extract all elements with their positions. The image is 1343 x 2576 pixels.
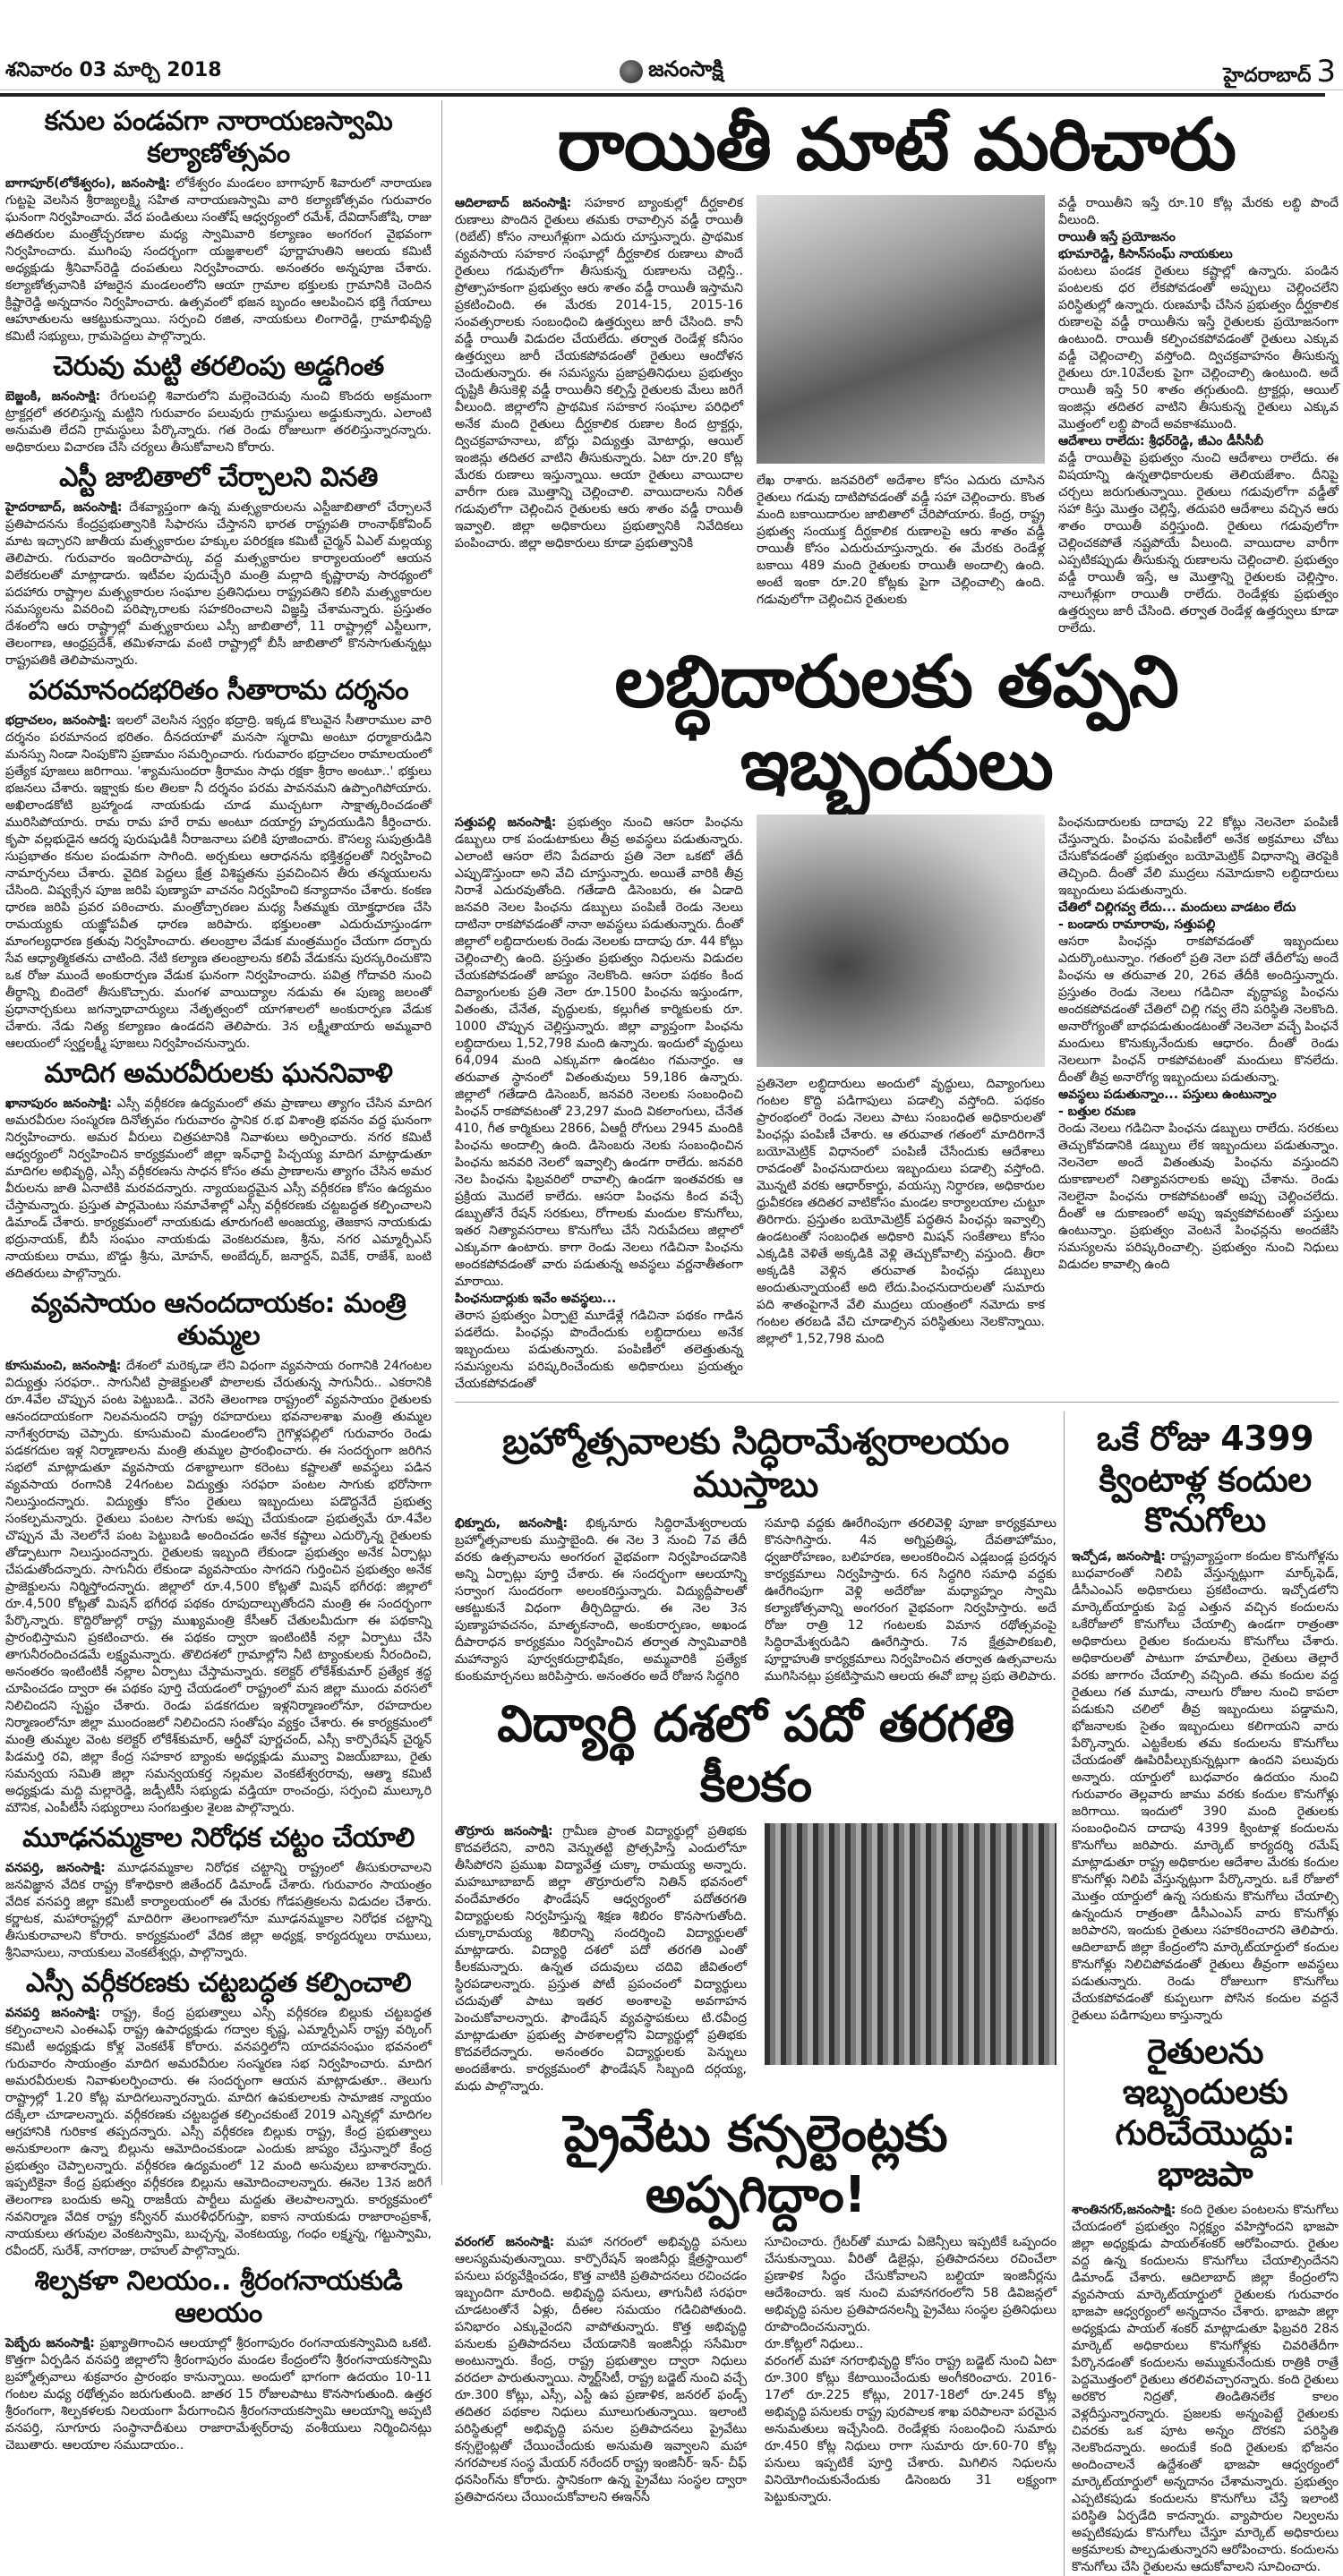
lead-body-col3	[1058, 195, 1339, 637]
article-text: కంది రైతుల పంటలను కొనుగోలు చేయడంలో ప్రభుత్వం నిర్లక్ష్యం వహిస్తోందని భాజపా జిల్లా అధ్యక్షుడు పాయల్‌శంకర్ ఆరోపించారు. రైతుల వద్ద ఉన్న కందులను కొనుగోలు చేయాల్సిందేనని డిమాండ్ చేశారు. ఆదిలాబాద్ జిల్లా కేంద్రంలోని వ్యవసాయ మార్కెట్‌యార్డులో రైతులకు గురువారం భాజపా ఆధ్వర్యంలో అన్నదానం చేశారు. భాజపా జిల్లా అధ్యక్షుడు పాయల్ శంకర్ మాట్లాడుతూ ఫిబ్రవరి 28న మార్కెట్ అధికారులు కొనుగోళ్లకు చివరితేదీగా పేర్కొనడంతో కందులను అమ్ముకునేందుకు రాత్రికి రాత్రే పెద్దమొత్తంలో రైతులు తరలివచ్చారన్నారు. కంది రైతులు అరకొర నిద్రతో, తిండితినలేక కాలం వెళ్లదీస్తున్నారన్నారు. ప్రజలకు అన్నంపెట్టే రైతులకు చివరకు ఒక పూట అన్నం దొరకని పరిస్థితి నెలకొందన్నారు. అందుకే కంది రైతులకు భోజనం అందించాలనే ఉద్దేశంతో భాజపా ఆధ్వర్యంలో మార్కెట్‌యార్డులో అన్నదానం చేశామన్నారు. ప్రభుత్వం ఎప్పటికపుడు కందులను కొనుగోలు చేస్తే ఇలాంటి పరిస్థితి ఏర్పడేది కాదన్నారు. వ్యాపారుల నిల్వలను అప్పటికపుడు కొనుగోలు చేస్తూ మార్కెట్ అధికారులు అక్రమాలకు పాల్పడుతున్నారని ఆరోపించారు. కందులను కొనుగోలు చేసి రైతులను ఆదుకోవాలని సూచించారు.	[1072, 2203, 1339, 2575]
subheading: ఆదేశాలు రాలేదు: శ్రీధర్‌రెడ్డి, జీఎం డీసీసీబీ	[1058, 434, 1264, 448]
lower-right-stories	[1064, 1412, 1339, 2576]
masthead-logo	[573, 55, 770, 88]
quote-source: భూమారెడ్డి, కిసాన్‌సంఘ్ నాయకులు	[1058, 247, 1233, 261]
lead-middle	[757, 195, 1045, 609]
dateline: కూసుమంచి, జనంసాక్షి:	[5, 1359, 122, 1373]
cooperative-bank-photo	[757, 195, 1045, 464]
consultants-body-col2	[765, 2234, 1056, 2506]
article-headline: చెరువు మట్టి తరలింపు అడ్డగింత	[53, 351, 384, 382]
dateline: శాంతినగర్,జనంసాక్షి:	[1072, 2203, 1176, 2218]
article-headline: మూఢనమ్మకాల నిరోధక చట్టం చేయాలి	[22, 1822, 415, 1854]
issue-date: శనివారం 03 మార్చి 2018	[5, 59, 222, 81]
dateline: ఆదిలాబాద్ జనంసాక్షి:	[455, 196, 572, 210]
article-body	[5, 1860, 432, 1962]
student-story	[455, 1823, 1056, 2095]
bjp-headline: రైతులను ఇబ్బందులకు గురిచేయొద్దు: భాజపా	[1115, 2031, 1296, 2194]
pension-middle	[757, 815, 1045, 1348]
lead-body-col2: లేఖ రాశారు. జనవరిలో అదేశాల కోసం ఎదురు చూసిన రైతులు గడువు దాటిపోవడంతో వడ్డీ సహా చెల్లించారు. కొంత మంది బకాయిదారుల జాబితాలో చేరిపోయారు. కేంద్ర, రాష్ట్ర ప్రభుత్వ సంయుక్త దీర్ఘకాలిక రుణాలపై ఆరు శాతం వడ్డీ రాయితీ కోసం ఎదురుచూస్తున్నారు. ఈ మేరకు రెండేళ్ల బకాయి 489 మంది రైతులకు రాయితీ అందాల్సి ఉంది. అంటే ఇంకా రూ.20 కోట్లకు పైగా చెల్లించాల్సి ఉంది. గడువులోగా చెల్లించిన రైతులకు	[757, 473, 1045, 607]
subheading: రూ.కోట్లలో నిధులు..	[765, 2336, 864, 2351]
article-text: తెరాస ప్రభుత్వం ఏర్పాటై మూడేళ్లే గడిచినా పథకం గాడిన పడలేదు. పింఛన్లు పొందేందుకు లబ్ధిదారులు అనేక ఇబ్బందులు పడుతున్నారు. పంపిణీలో తలెత్తుతున్న సమస్యలను పరిష్కరించేందుకు అధికారులు ప్రయత్నం చేయకపోవడంతో	[455, 1309, 743, 1391]
article-text: వడ్డీ రాయితీపై ప్రభుత్వం నుంచి ఆదేశాలు రాలేదు. ఈ విషయాన్ని ఉన్నతాధికారులకు తెలియజేశాం. దీనిపై చర్చలు జరుగుతున్నాయి. రైతులు గడువులోగా వడ్డీతో సహా కిస్తు మొత్తం చెల్లిస్తే, తదుపరి ఆదేశాలు వచ్చిన ఆరు శాతం రాయితీ వర్తిస్తుంది. రైతులు గడువులోగా చెల్లించకపోతే నష్టపోయే వీలుంది. వాయిదాల వారీగా ఎప్పటికప్పుడు తీసుకున్న రుణాలను చెల్లించాలి. ప్రభుత్వం వడ్డీ రాయితీ ఇస్తే, ఆ మొత్తాన్ని రైతులకు చెల్లిస్తాం. నాలుగేళ్లుగా రాయితీ రాలేదు. రెండేళ్లకు ప్రభుత్వం ఉత్తర్వులు జారీ చేసింది. తర్వాత రెండేళ్ల ఉత్తర్వులు కూడా రాలేదు.	[1058, 451, 1339, 635]
temple-body-col2: సమాధి వద్దకు ఊరేగింపుగా తరలివెళ్లి పూజా కార్యక్రమాలు కొనసాగిస్తారు. 4న అగ్నిప్రతిష్ఠ, దేవతాహోమం, ధ్వజారోహణం, బలిహరణ, అలంకరించిన ఎడ్లబండ్ల ప్రదర్శన కార్యక్రమాలు నిర్వహిస్తారు. 6న సిద్ధగిరి సమాధి వద్దకు ఊరేగింపుగా వెళ్లి అదేరోజు మధ్యాహ్నం స్వామి కల్యాణోత్సవాన్ని అంగరంగ వైభవంగా నిర్వహిస్తారు. అదే రోజు రాత్రి 12 గంటలకు విమాన రథోత్సవంపై సిద్ధిరామేశ్వరుడిని ఊరేగిస్తారు. 7న క్షేత్రపాలికబలి, పూర్ణాహుతి కార్యక్రమాలు నిర్వహించిన తర్వాత ఉత్సవాలను ముగిసినట్లు ప్రకటిస్తామని ఆలయ ఈవో బాల్ల ప్రభు తెలిపారు.	[765, 1516, 1056, 1684]
dateline: భిక్నూరు, జనంసాక్షి:	[455, 1516, 569, 1531]
dateline: ఖానాపురం జనంసాక్షి:	[5, 1096, 112, 1111]
edition-city: హైదరాబాద్	[1223, 64, 1312, 87]
section-divider	[455, 1402, 1339, 1403]
pension-story	[455, 815, 1339, 1393]
article-text: రేగులపల్లి శివారులోని మల్లెంచెరువు నుంచి కొందరు అక్రమంగా ట్రాక్టర్లలో తరలిస్తున్న మట్టిని గురువారం పలువురు గ్రామస్థులు అడ్డుకున్నారు. ఎలాంటి అనుమతి లేదని గ్రామస్థులు పేర్కొన్నారు. గత రెండు రోజులుగా తరలిస్తున్నారన్నారు. అధికారులు విచారణ చేసి చర్యలు తీసుకోవాలని కోరారు.	[5, 389, 432, 455]
article-headline: కనుల పండవగా నారాయణస్వామి కల్యాణోత్సవం	[44, 106, 393, 169]
dateline: సత్తుపల్లి జనంసాక్షి:	[455, 815, 557, 830]
article-text: మహా నగరంలో అభివృద్ధి పనులు ఆలస్యమవుతున్నాయి. కార్పొరేషన్ ఇంజినీర్లు క్షేత్రస్థాయిలో పనులు పర్యవేక్షించడం, కొత్త వాటికి ప్రతిపాదనలు రచించడం ఇబ్బందిగా మారింది. అభివృద్ధి పనులు, తాగునీటి సరఫరా చూడటంతోనే ఏళ్లు, దీఈల సమయం గడిచిపోతుంది. పనిభారం ఎక్కువైందని వాపోతున్నారు. కొత్త అభివృద్ధి పనులకు ప్రతిపాదనలు చేయడానికి ఇంజినీర్లు ససేమిరా అంటున్నారు. కేంద్ర, రాష్ట్ర ప్రభుత్వాల ద్వారా నిధులు వరదలా పారుతున్నాయి. స్మార్ట్‌సిటీ, రాష్ట్ర బడ్జెట్ నుంచి వచ్చే రూ.300 కోట్లు, ఎస్సీ, ఎస్టీ ఉప ప్రణాళిక, జనరల్ ఫండ్స్ తదితర పథకాల నిధులు మూలుగుతున్నాయి. ఇలాంటి పరిస్థితుల్లో అభివృద్ధి పనుల ప్రతిపాదనలు ప్రైవేటు కన్సల్టెంట్లతో చేయించేందుకు అనుమతి ఇవ్వాలని మహా నగరపాలక సంస్థ మేయర్ నరేందర్ రాష్ట్ర ఇంజినీర్- ఇన్- చీఫ్ ధనసింగ్‌ను కోరారు. స్థానికంగా ఉన్న ప్రైవేటు సంస్థల ద్వారా ప్రతిపాదనలు చేయించుకోవాలని ఈఇన్‌సీ	[455, 2234, 747, 2504]
dal-headline: ఒకే రోజు 4399 క్వింటాళ్ల కందుల కొనుగోలు	[1096, 1419, 1314, 1540]
article-headline: వ్యవసాయం ఆనందదాయకం: మంత్రి తుమ్మల	[30, 1288, 406, 1352]
dateline: భద్రాచలం, జనంసాక్షి:	[5, 713, 112, 728]
article-text: వరంగల్ మహా నగరాభివృద్ధి కోసం రాష్ట్ర బడ్జెట్ నుంచి ఏటా రూ.300 కోట్లు కేటాయించేందుకు అంగీకరించారు. 2016-17లో రూ.225 కోట్లు, 2017-18లో రూ.245 కోట్ల అభివృద్ధి పనులకు రాష్ట్ర పురపాలక శాఖ పరిపాలనా పరమైన అనుమతులు ఇచ్చేసింది. రెండేళ్లకు సంబంధించి సుమారు రూ.450 కోట్ల నిధులు రాగా సుమారు రూ.60-70 కోట్ల పనులు ఇప్పటికే పూర్తి చేశారు. మిగిలిన నిధులను వినియోగించుకునేందుకు డిసెంబరు 31 లక్ష్యంగా పెట్టుకున్నారు.	[765, 2353, 1056, 2504]
article-body	[5, 499, 432, 670]
quote-source: - బత్తుల రమణ	[1058, 1105, 1136, 1119]
lead-story	[455, 195, 1339, 637]
dateline: తొర్రూరు జనంసాక్షి:	[455, 1824, 553, 1839]
article-body	[5, 2005, 432, 2260]
student-headline: విద్యార్థి దశలో పదో తరగతి కీలకం	[497, 1695, 1014, 1814]
dateline: ఇచ్చోడ, జనంసాక్షి:	[1072, 1548, 1166, 1564]
main-area	[455, 100, 1339, 2576]
dateline: వనపర్తి, జనంసాక్షి:	[5, 1861, 106, 1875]
article-headline: మాదిగ అమరవీరులకు ఘననివాళి	[44, 1058, 393, 1089]
dateline: బాగాపూర్(లోకేశ్వరం), జనంసాక్షి:	[5, 176, 171, 191]
article-text: వడ్డీ రాయితీని ఇస్తే రూ.10 కోట్ల మేరకు లబ్ధి పొందే వీలుంది.	[1058, 196, 1339, 227]
article-text: రాష్ట్ర, కేంద్ర ప్రభుత్వాలు ఎస్సీ వర్గీకరణ బిల్లుకు చట్టబద్ధత కల్పించాలని ఎంఈఎఫ్ రాష్ట్ర ఉపాధ్యక్షుడు గద్వాల కృష్ణ, ఎమ్మార్పీఎస్ రాష్ట్ర వర్కింగ్ కమిటీ అధ్యక్షుడు కోళ్ల వెంకటేశ్ కోరారు. వనపర్తిలోని యాదవసంఘం భవనంలో గురువారం సాయంత్రం మాదిగ అమరవీరుల సంస్మరణ సభ నిర్వహించారు. మాదిగ అమరవీరులకు నివాళులర్పించారు. ఈ సందర్భంగా ఆయన మాట్లాడుతూ.. తెలుగు రాష్ట్రాల్లో 1.20 కోట్ల మాదిగలున్నారన్నారు. మాదిగ ఉపకులాలకు సామాజిక న్యాయం దక్కేలా చూడాలన్నారు. వర్గీకరణకు చట్టబద్ధత కల్పించకుంటే 2019 ఎన్నికల్లో మాదిగల ఆగ్రహానికి గురికాక తప్పదన్నారు. ఎస్సీ వర్గీకరణ బిల్లుకు రాష్ట్ర, కేంద్ర ప్రభుత్వాలు అనుకూలంగా ఉన్నా బిల్లును ఆమోదించకుండా ఎందుకు జాప్యం చేస్తున్నారో కేంద్ర ప్రభుత్వం చెప్పాలన్నారు. వర్గీకరణ ఉద్యమంలో 12 మంది అసువులు బాశారన్నారు. ఇప్పటికైనా కేంద్ర ప్రభుత్వం వర్గీకరణ బిల్లును ఆమోదించాలన్నారు. ఈనెల 13న జరిగే తెలంగాణ బందుకు అన్ని రాజకీయ పార్టీలు మద్దతు తెలపాలన్నారు. కార్యక్రమంలో నవనిర్మాణ వేదిక రాష్ట్ర కన్వీనర్ మురళీధర్‌గుప్తా, ఐకాస నాయకుడు రాజారాంప్రకాశ్, నాయకులు తగువుల వెంకటస్వామి, బుచ్చన్న, వెంకటయ్య, గంధం లక్ష్మన్న, గట్టుస్వామి, రవీందర్, సురేశ్, నాగరాజు, రాహుల్ పాల్గొన్నారు.	[5, 2006, 432, 2258]
subheading: పింఛనుదార్లుకు ఇవేం అవస్థలు...	[455, 1292, 617, 1306]
pension-body-col3	[1058, 815, 1339, 1274]
pension-body-col2: ప్రతినెలా లబ్ధిదారులు అందులో వృద్ధులు, దివ్యాంగులు గంటల కొద్ది పడిగాపులు పడాల్సి వస్తోంది. పథకం ప్రారంభంలో రెండు నెలలు పాటు సంబంధిత అధికారులతో పింఛన్లు పంపిణీ చేశారు. ఆ తరువాత గతంలో మాదిరిగానే బయోమెట్రిక్ విధానంలో పంపిణీ చేసేందుకు ఆదేశాలు రావడంతో పింఛనుదారులు ఇబ్బందులు పడాల్సి వస్తోంది. మొన్నటి వరకు ఆధార్‌కార్డు, వయస్సు నిర్ధారణ, అధికారుల ధ్రువీకరణ తదితర వాటికోసం మండల కార్యాలయాల చుట్టూ తిరిగారు. ప్రస్తుతం బయోమెట్రిక్ పద్ధతిన పింఛన్లు ఇవ్వాల్సి ఉండటంతో సంబంధిత అధికారి మిషన్ సంకేతాలు కోసం ఎక్కడికి వెళితే అక్కడికి వెళ్లి తెచ్చుకోవాల్సి వస్తుంది. తీరా అక్కడికి వెళ్లిన తరువాత పింఛన్లు డబ్బులు అందుతున్నాయంటే అది లేదు.పింఛనుదారులతో సుమారు పది శాతంపైగానే వేలి ముద్రలు యంత్రంలో నమోదు కాక గంటల తరబడి వేచి చూడాల్సిన పరిస్థితులు నెలకొన్నాయి. జిల్లాలో 1,52,798 మంది	[757, 1077, 1045, 1346]
page-number: 3	[1316, 54, 1336, 90]
dateline: హైదరాబాద్, జనంసాక్షి:	[5, 500, 123, 515]
article-text: ఆసరా పింఛన్లు రాకపోవడంతో ఇబ్బందులు ఎదుర్కొంటున్నాం. గతంలో ప్రతి నెలా పదో తేదీలోపు అందే పింఛను ఆ తరువాత 20, 26వ తేదీకి అందిస్తున్నారు. ప్రస్తుతం రెండు నెలలు గడిచినా వృద్ధాప్య పింఛను అందకపోవడంతో చేతిలో చిల్లి గవ్వ లేని పరిస్థితి నెలకొంది. అనారోగ్యంతో బాధపడుతుండటంతో నెలనెలా వచ్చే పింఛనే మందులు కొనుక్కునేందుకు ఆధారం. దీంతో రెండు నెలలుగా పింఛన్ రాకపోవటంతో మందులు కొనలేదు. దీంతో తీవ్ర అనారోగ్య ఇబ్బందులు పడుతున్నా.	[1058, 934, 1339, 1085]
article-text: ప్రభుత్వం నుంచి ఆసరా పింఛను డబ్బులు రాక పండుటాకులు తీవ్ర అవస్థలు పడుతున్నారు. ఎలాంటి ఆసరా లేని పేదవారు ప్రతి నెలా ఒకటో తేదీ ఎప్పుడొస్తుందా అని వేచి చూస్తున్నారు. అయితే వారికి తీవ్ర నిరాశే ఎదురవుతోంది. గతేడాది డిసెంబరు, ఈ ఏడాది జనవరి నెలల పింఛను డబ్బులు పంపిణీ రెండు నెలలు దాటినా రాకపోవడంతో నానా అవస్థలు పడుతున్నారు. దీంతో జిల్లాలో లబ్ధిదారులకు రెండు నెలలకు దాదాపు రూ. 44 కోట్లు చెల్లించాల్సి ఉంది. ప్రస్తుతం ప్రభుత్వం నిధులను విడుదల చేయకపోవడంతో జాప్యం నెలకొంది. ఆసరా పథకం కింద దివ్యాంగులకు ప్రతి నెలా రూ.1500 పింఛను ఇస్తుండగా, వితంతు, చేనేత, వృద్ధులకు, కల్లుగీత కార్మికులకు రూ. 1000 చొప్పున చెల్లిస్తున్నారు. జిల్లా వ్యాప్తంగా పింఛను లబ్ధిదారులు 1,52,798 మంది ఉన్నారు. ఇందులో వృద్ధులు 64,094 మంది ఎక్కువగా ఉండటం గమనార్హం. ఆ తరువాత స్థానంలో వితంతువులు 59,186 ఉన్నారు. జిల్లాలో గతేడాది డిసెంబర్, జనవరి నెలలకు సంబంధించి పింఛన్ రాకపోవటంతో 23,297 మంది వికలాంగులు, చేనేత 410, గీత కార్మికులు 2866, ఏఆర్టీ రోగులు 2945 మందికి పింఛను అందాల్సి ఉంది. డిసెంబరు నెలకు సంబంధించిన పింఛను జనవరి నెలలో ఇవ్వాల్సి ఉండగా రాలేదు. జనవరి నెల పింఛను ఫిబ్రవరిలో రావాల్సి ఉండగా ఇంతవరకు ఆ ప్రక్రియ మొదలే కాలేదు. ఆసరా పింఛను కింద వచ్చే డబ్బుతోనే రేషన్ సరకులు, రోగాలకు మందుల కొనుగోలు, ఇతర నిత్యావసరాలు కొనుగోలు చేసే నిరుపేదలు జిల్లాలో ఎక్కువగా ఉంటారు. కాగా రెండు నెలలు గడిచినా పింఛను అందకపోవడంతో వారు పడుతున్న అవస్థలు వర్ణనాతీతంగా మారాయి.	[455, 815, 744, 1289]
consultants-body-col1	[455, 2234, 747, 2506]
article-text: రాష్ట్రవ్యాప్తంగా కందుల కొనుగోళ్లను బుధవారంతో నిలిపి వేస్తున్నట్లుగా మార్క్‌ఫెడ్, డీసీఎంఎస్ అధికారులు ప్రకటించారు. ఇచ్చోడలోని మార్కెట్‌యార్డుకు పెద్ద ఎత్తున వచ్చిన కందులను ఒకేరోజులో కొనుగోలు చేయాల్సి ఉండగా రాత్రంతా అధికారులు రైతుల కందులను కొనుగోలు చేశారు. అధికారులతో పాటుగా హమాలీలు, రైతులు తెల్లారే వరకు జాగారం చేయాల్సి వచ్చింది. తమ కందుల వద్ద రైతులు గత మూడు, నాలుగు రోజుల నుంచి కాపలా పడుకుని చలిలో తీవ్ర ఇబ్బందులు పడ్డామని, భోజనాలకు సైతం ఇబ్బందులు కలిగాయని వారు పేర్కొన్నారు. ఎట్టకేలకు తమ కందులను కొనుగోలు చేయడంతో ఊపిరిపీల్చుకున్నట్లుగా ఉందని పలువురు అన్నారు. యార్డులో బుధవారం ఉదయం నుంచి గురువారం తెల్లవారు జాము వరకు కందుల కొనుగోళ్లు జరిగాయి. ఇందులో 390 మంది రైతులకు సంబంధించిన దాదాపు 4399 క్వింటాళ్ల కందులను కొనుగోలు జరిపారు. మార్కెట్ కార్యదర్శి రమేష్ మాట్లాడుతూ రాష్ట్ర అధికారుల ఆదేశాల మేరకు కందుల కొనుగోళ్లు నిలిపి వేస్తున్నట్లుగా పేర్కొన్నారు. ఒకే రోజులో మొత్తం యార్డులో ఉన్న సరుకును కొనుగోలు చేయాల్సి ఉన్నందున రాత్రంతా డీసీఎంఎస్ వారు కొనుగోళ్లు జరిపారని, ఇందుకు రైతులు సహకరించారని తెలిపారు. ఆదిలాబాద్ జిల్లా కేంద్రంలోని మార్కెట్‌యార్డులో కందుల కొనుగోళ్లు నిలిచిపోవడంతో రైతులు తీవ్రంగా అవస్థలు పడుతున్నారు. రెండు రోజులుగా కొనుగోలు చేయకపోవడంతో కుప్పలుగా పోసిన కందుల వద్దనే రైతులు పడిగాపులు కాస్తున్నారు	[1072, 1548, 1339, 2023]
left-column	[5, 100, 432, 2454]
bjp-body	[1072, 2202, 1339, 2576]
pension-headline: లబ్ధిదారులకు తప్పని ఇబ్బందులు	[614, 640, 1179, 806]
dateline: వనపర్తి జనంసాక్షి:	[5, 2006, 100, 2020]
subheading: చేతిలో చిల్లిగవ్వ లేదు... మందులు వాడటం లేదు	[1058, 900, 1296, 915]
article-text: ఇలలో వెలసిన స్వర్గం భద్రాద్రి. ఇక్కడ కొలువైన సీతారాముల వారి దర్శనం పరమానంద భరితం. దీనదయాళో మనసా స్మరామి అంటూ ధర్మాకారుడిని మనస్సు నిండా నింపుకొని ప్రణామం సమర్పించారు. గురువారం భద్రాచలం రామాలయంలో ప్రత్యేక పూజలు జరిగాయి. 'శ్యామసుందరా శ్రీరామం సాధు రక్షకా శ్రీరాం అంటూ..' భక్తులు భజనలు చేశారు. ఇక్ష్వాకు కుల తిలకా నీ దర్శనం పరమ పావనమని ఉప్పొంగిపోయారు. అఖిలాండకోటి బ్రహ్మాండ నాయకుడు చూడ ముచ్చటగా సాక్షాత్కరించడంతో మురిసిపోయారు. రామ రామ హరే రామ అంటూ దయార్ద్ర హృదయుడిని కీర్తించారు. కృపా వల్లభుడైన ఆదర్శ పురుషుడికి నీరాజనాలు పలికి పూజించారు. కౌసల్య సుపుత్రుడికి సుప్రభాతం కనుల పండువగా సాగింది. అర్చకులు ఆరాధనను భక్తిశ్రద్ధలతో నిర్వహించి నామార్చనలు చేశారు. వైదిక పెద్దలు క్షేత్ర విశిష్టతను ప్రవచించిన తీరు తన్మయులను చేసింది. విష్వక్సేన పూజ జరిపి పుణ్యాహ వాచనం నిర్వహించి కన్యాదానం చేశారు. కంకణ ధారణ జరిపి ప్రవర పఠించారు. మంత్రోచ్చారణల మధ్య సీతమ్మకు యోక్త్రధారణ చేసి రామయ్యకు యజ్ఞోపవీత ధారణ జరిపారు. భక్తులంతా ఎదురుచూస్తుండగా మాంగల్యధారణ క్రతువు నిర్వహించారు. తలంబ్రాల వేడుక మంత్రముగ్ధం చేయగా దర్బారు సేవ ఆధ్యాత్మికతను చాటింది. నేటి కల్యాణ తలంబ్రాలను కలిపే వేడుకను పురస్కరించుకొని ఒక రోజు ముందే అంకురార్పణ వేడుక ఘనంగా నిర్వహించారు. పవిత్ర గోదావరి నుంచి తీర్థాన్ని బిందెలో తీసుకొచ్చారు. మంగళ వాయిద్యాల నడుమ ఈ పుణ్య జలంతో ప్రధానార్చకులు జగన్నాథాచార్యులు నేతృత్వంలో యాగశాలలో అంకురార్పణ వేడుక చేశారు. నేడు నిత్య కల్యాణం ఉండదని తెలిపారు. 3న లక్ష్మీతాయారు అమ్మవారి ఆలయంలో స్వర్ణలక్ష్మీ పూజలు నిర్వహించనున్నారు.	[5, 713, 432, 1051]
column-divider	[441, 100, 442, 2185]
article-body	[5, 2335, 432, 2454]
article-text: లోకేశ్వరం మండలం బాగాపూర్ శివారులో నారాయణ గుట్టపై వెలసిన శ్రీరాజ్యలక్ష్మి సహిత నారాయణస్వామి వారి కల్యాణోత్సవం గురువారం ఘనంగా నిర్వహించారు. వేద పండితులు సంతోష్ ఆధ్వర్యంలో రమేశ్, దేవిదాస్‌జోషి, రాజు తదితరుల మంత్రోచ్ఛరణాల మధ్య స్వామివారి కల్యాణం అంగరంగ వైభవంగా నిర్వహించారు. ముగింపు సందర్భంగా యజ్ఞశాలలో పూర్ణాహుతిని ఆలయ కమిటీ అధ్యక్షుడు శ్రీనివాస్‌రెడ్డి దంపతులు నిర్వహించారు. అనంతరం అన్నపూజ చేశారు. కల్యాణోత్సవానికి హాజరైన మండలంలోని ఆయా గ్రామాల భక్తులకు గ్రామానికి చెందిన క్రిష్టారెడ్డి అన్నదానం నిర్వహించారు. ఉత్సవంలో భజన బృందం ఆలపించిన భక్తి గేయాలు ఆహూతులను ఆకట్టుకున్నాయి. సర్పంచి రజిత, నాయకులు లింగారెడ్డి, గ్రామాభివృద్ధి కమిటీ సభ్యులు, గ్రామపెద్దలు పాల్గొన్నారు.	[5, 176, 432, 344]
masthead-name: జనంసాక్షి	[648, 56, 723, 81]
article-text: మూఢనమ్మకాల నిరోధక చట్టాన్ని రాష్ట్రంలో తీసుకురావాలని జనవిజ్ఞాన వేదిక రాష్ట్ర కోశాధికారి జితేందర్ డిమాండ్ చేశారు. గురువారం సాయంత్రం వేదిక వనపర్తి జిల్లా కమిటీ కార్యాలయంలో ఈ మేరకు గోడపత్రికలను విడుదల చేశారు. కర్ణాటక, మహారాష్ట్రల్లో మాదిరిగా తెలంగాణలోనూ మూఢనమ్మకాల నిరోధక చట్టాన్ని తీసుకురావాలని కోరారు. కార్యక్రమంలో వేదిక జిల్లా అధ్యక్ష, కార్యదర్శులు రాములు, శ్రీనివాసులు, నాయకులు వెంకటేశ్వర్లు, పాల్గొన్నారు.	[5, 1861, 432, 1960]
article-body	[5, 1096, 432, 1283]
consultants-story	[455, 2234, 1056, 2506]
pension-body-col1	[455, 815, 743, 1393]
article-text: రెండు నెలలు గడిచినా పింఛను డబ్బులు రాలేదు. సరకులు తెచ్చుకోవడానికి డబ్బులు లేక ఇబ్బందులు పడుతున్నాం. నెలనెలా అందే వితంతువు పింఛను వస్తుందని దుకాణాలలో నిత్యావసరాలకు అప్పు చేశాను. రెండు నెలలైనా పింఛను రాకపోవటంతో అప్పు చెల్లించలేదు. దీంతో ఆ దుకాణంలో అప్పు ఇవ్వకపోవటంతో పస్తులు ఉంటున్నాం. ప్రభుత్వం వెంటనే పింఛన్లను అందజేసి సమస్యలను పరిష్కరించాల్సి. ప్రభుత్వం నుంచి నిధులు విడుదల కావాల్సి ఉంది	[1058, 1122, 1339, 1272]
students-photo	[765, 1823, 1056, 2065]
edition-label	[1223, 54, 1336, 91]
subheading: అవస్థలు పడుతున్నాం... పస్తులు ఉంటున్నాం	[1058, 1088, 1277, 1102]
lead-body-col1	[455, 195, 743, 552]
article-text: భిక్కనూరు సిద్ధిరామేశ్వరాలయ బ్రహ్మోత్సవాలకు ముస్తాబైంది. ఈ నెల 3 నుంచి 7వ తేదీ వరకు ఉత్సవాలను అంగరంగ వైభవంగా నిర్వహించడానికి అన్ని ఏర్పాట్లు పూర్తి చేశారు. ఈ సందర్భంగా ఆలయాన్ని సర్వాంగ సుందరంగా అలంకరిస్తున్నారు. విద్యుద్దీపాలతో ఆకట్టుకునే విధంగా తీర్చిదిద్దారు. ఈ నెల 3న పుణ్యాహవచనం, మాతృకనాంది, అంకురార్పణం, అఖండ దీపారాధన కార్యక్రమం నిర్వహించిన తర్వాత స్వామివారికి మహాన్యాస పూర్వకరుద్రాభిషేకం, అమ్మవారికి ప్రత్యేక కుంకుమార్చనలు జరిపిస్తారు. అనంతరం అదే రోజున సిద్ధగిరి	[455, 1516, 747, 1684]
subheading: రాయితీ ఇస్తే ప్రయోజనం	[1058, 230, 1176, 244]
article-text: ప్రఖ్యాతిగాంచిన ఆలయాల్లో శ్రీరంగాపురం రంగనాయకస్వామిది ఒకటి. కొత్తగా ఏర్పడిన వనపర్తి జిల్లాలోని శ్రీరంగాపురం మండల కేంద్రంలోని శ్రీరంగనాయకస్వామి బ్రహ్మోత్సవాలు శుక్రవారం ప్రారంభం కానున్నాయి. అందులో భాగంగా ఉదయం 10-11 గంటల మధ్య రథోత్సవం జరుగుతుంది. జాతర 15 రోజులపాటు కొనసాగుతుంది. ఉత్తర శ్రీరంగంగా, శిల్పకళలకు నిలయంగా పేరుగాంచిన శ్రీరంగనాయకస్వామి ఆలయాన్ని అప్పటి వనపర్తి, సూగూరు సంస్థానాదీశులు రాజారామేశ్వర్‌రావు వంశీయులు నిర్మించినట్లు చెబుతారు. ఆలయాల సముదాయం..	[5, 2336, 432, 2452]
article-headline: ఎస్సీ వర్గీకరణకు చట్టబద్ధత కల్పించాలి	[25, 1967, 412, 1999]
article-headline: శిల్పకళా నిలయం.. శ్రీరంగనాయకుడి ఆలయం	[34, 2265, 403, 2329]
article-text: పింఛనుదారులకు దాదాపు 22 కోట్లు నెలనెలా పంపిణీ చేస్తున్నారు. పింఛను పంపిణీలో అనేక అక్రమాలు చోటు చేసుకోవడంతో ప్రభుత్వం బయోమెట్రిక్ విధానాన్ని తెరపైకి తెచ్చింది. దీంతో వేలి ముద్రలు నమోదుకాని లబ్ధిదారులు ఇబ్బందులు పడుతున్నారు.	[1058, 815, 1339, 898]
lead-headline: రాయితీ మాటే మరిచారు	[557, 103, 1236, 186]
quote-source: - బండారు రామారావు, సత్తుపల్లి	[1058, 917, 1216, 932]
consultants-headline: ప్రైవేటు కన్సల్టెంట్లకు అప్పగిద్దాం!	[563, 2105, 948, 2224]
dateline: పెబ్బేరు జనంసాక్షి:	[5, 2336, 95, 2350]
pensioners-photo	[757, 815, 1045, 1067]
article-headline: పరమానందభరితం సీతారామ దర్శనం	[28, 675, 409, 706]
dal-body	[1072, 1548, 1339, 2025]
article-body	[5, 1358, 432, 1817]
dateline: బెజ్జంకి, జనంసాక్షి:	[5, 389, 101, 404]
article-text: దేశవ్యాప్తంగా ఉన్న మత్స్యకారులను ఎస్టీజాబితాలో చేర్చాలనే ప్రతిపాదనను కేంద్రప్రభుత్వానికి సిఫారసు చేస్తానని భారత రాష్ట్రపతి రాంనాథ్‌కోవింద్ మాట ఇచ్చారని జాతీయ మత్స్యకారుల హక్కుల పరిరక్షణ కమిటీ చైర్మన్ ఏఎల్ మల్లయ్య తెలిపారు. గురువారం ఇందిరాపార్కు వద్ద మత్స్యకారుల కార్యాలయంలో ఆయన విలేకరులతో మాట్లాడారు. ఇటీవల పుదుచ్చేరి మంత్రి మల్లాది కృష్ణారావు సారథ్యంలో పదహారు రాష్ట్రాల మత్స్యకారుల సంఘాల ప్రతినిధులు రాష్ట్రపతిని కలిసి మత్స్యకారుల సమస్యలను వివరించి పరిష్కారాలకు సహకరించాలని విజ్ఞప్తి చేశామన్నారు. ప్రస్తుతం దేశంలోని ఆరు రాష్ట్రాల్లో మత్స్యకారులు ఎస్సీ జాబితాలో, 11 రాష్ట్రాల్లో ఎస్టీలుగా, తెలంగాణ, ఆంధ్రప్రదేశ్, తమిళనాడు వంటి రాష్ట్రాల్లో బీసీ జాబితాలో కొనసాగుతున్నట్లు రాష్ట్రపతికి తెలిపామన్నారు.	[5, 500, 432, 668]
lower-left-stories	[455, 1412, 1064, 2576]
article-body	[5, 388, 432, 456]
lower-section	[455, 1412, 1339, 2576]
header-divider	[0, 93, 1325, 97]
article-text: పంటలు పండక రైతులు కష్టాల్లో ఉన్నారు. పండిన పంటలకు ధర లేకపోవడంతో అప్పులు చెల్లించలేని పరిస్థితుల్లో ఉన్నారు. రుణమాఫీ చేసిన ప్రభుత్వం దీర్ఘకాలిక రుణాలపై వడ్డీ రాయితీను ఇస్తే రైతులకు ప్రయోజనంగా ఉంటుంది. రాయితీ కల్పించకపోవడంతో రైతులు ఎక్కువ వడ్డీ చెల్లించాల్సి వస్తోంది. ద్విచక్రవాహనం తీసుకున్న రైతులు రూ.10వేలకు పైగా చెల్లించాల్సి ఉంటుంది. అదే రాయితీ ఇస్తే 50 శాతం తగ్గుతుంది. ట్రాక్టర్లు, ఆయిల్ ఇంజిన్లు తదితర వాటిని తీసుకున్న రైతులు ఎక్కువ మొత్తంలో లబ్ధి పొందే అవకాశముంది.	[1058, 264, 1339, 431]
logo-icon	[620, 60, 643, 83]
article-text: దేశంలో మరెక్కడా లేని విధంగా వ్యవసాయ రంగానికి 24గంటల విద్యుత్తు సరఫరా.. సాగునీటి ప్రాజెక్టులతో పొలాలకు చేరుతున్న సాగునీరు.. ఎకరానికి రూ.4వేల చొప్పున పంట పెట్టుబడి.. వెరసి తెలంగాణ రాష్ట్రంలో వ్యవసాయం రైతులకు ఆనందదాయకంగా నిలవనుందని రాష్ట్ర రహదారులు భవనాలశాఖ మంత్రి తుమ్మల నాగేశ్వరరావు చెప్పారు. కూసుమంచి మండలంలోని గైగొళ్లపల్లిలో గురువారం రెండు పడకగదుల ఇళ్ల నిర్మాణాలను మంత్రి తుమ్మల ప్రారంభించారు. ఈ సందర్భంగా జరిగిన సభలో మాట్లాడుతూ వ్యవసాయ దశాబ్దాలుగా కరెంటు కష్టాలతో అవస్థలు పడిన వ్యవసాయ రంగానికి 24గంటల విద్యుత్తు సరఫరా పంటల సాగుకు భరోసాగా నిలుస్తుందన్నారు. విద్యుత్తు కోసం రైతులు ఇబ్బందులు పడొద్దనేదే ప్రభుత్వ సంకల్పమన్నారు. రైతులు పంటల సాగుకు అప్పు చేయకుండా ప్రభుత్వమే రూ.4వేల చొప్పున మే నెలలోనే పంట పెట్టుబడి అందించడం అనేక కష్టాలు ఎదుర్కొన్న రైతులకు తోడ్పాటుగా నిలుస్తుందన్నారు. రైతులకు ఇబ్బంది లేకుండా ప్రభుత్వం అనేక ఏర్పాట్లు చేపడుతోందన్నారు. సాగునీరు లేకుండా వ్యవసాయం సాగదని గుర్తించిన ప్రభుత్వం అనేక ప్రాజెక్టులను నిర్మిస్తోందన్నారు. జిల్లాలో రూ.4,500 కోట్లతో మిషన్ భగీరథ: జిల్లాలో రూ.4,500 కోట్లతో మిషన్ భగీరథ పథకం రూపుదాల్చుతోందని మంత్రి ఈ సందర్భంగా పేర్కొన్నారు. కొద్దిరోజుల్లో రాష్ట్ర ముఖ్యమంత్రి కేసీఆర్ చేతులమీదుగా ఈ పథకాన్ని ప్రారంభిస్తామని ప్రకటించారు. ఈ పథకం ద్వారా ఇంటింటికీ నల్లా ఏర్పాటు చేసి తాగునీరందించడమే లక్ష్యమన్నారు. తొలిదశలో గ్రామాల్లోని నీటి ట్యాంకులకు నీరందించి, అనంతరం ఇంటింటికీ నల్లాల ఏర్పాటు చేస్తామన్నారు. కలెక్టర్ లోకేశ్‌కుమార్ ప్రత్యేక శ్రద్ధ చూపించడం ద్వారా ఈ పథకం పూర్తి చేయడంలో రాష్ట్రంలో మన జిల్లా ముందు వరసలో నిలిచిందని స్పష్టం చేశారు. రెండు పడకగదుల ఇళ్లనిర్మాణంలోనూ, రహదారుల నిర్మాణంలోనూ జిల్లా ముందంజలో నిలిచిందని సంతోషం వ్యక్తం చేశారు. ఈ కార్యక్రమంలో మంత్రి తుమ్మల వెంట కలెక్టర్ లోకేశ్‌కుమార్, ఆర్డీవో పూర్ణచంద్, ఎస్సీ కార్పొరేషన్ చైర్మన్ పిడమర్తి రవి, జిల్లా కేంద్ర సహకార బ్యాంకు అధ్యక్షుడు మువ్వా విజయ్‌బాబు, రైతు సమన్వయ సమితి జిల్లా సమన్వయకర్త నల్లమల వెంకటేశ్వరరావు, ఆత్మా కమిటీ అధ్యక్షుడు మద్ది మల్లారెడ్డి, జడ్పీటీసీ సభ్యుడు వడ్తియా రాంచంద్రు, సర్పంచి ముల్కూరి మౌనిక, ఎంపీటీసీ సభ్యురాలు సంగబత్తుల శైలజ పాల్గొన్నారు.	[5, 1359, 432, 1815]
article-body	[5, 175, 432, 345]
temple-body-col1	[455, 1515, 747, 1685]
temple-headline: బ్రహ్మోత్సవాలకు సిద్ధిరామేశ్వరాలయం ముస్తాబు	[502, 1421, 1009, 1506]
article-body	[5, 712, 432, 1053]
article-text: సహకార బ్యాంకుల్లో దీర్ఘకాలిక రుణాలు పొందిన రైతులు తమకు రావాల్సిన వడ్డీ రాయితీ (రిబేట్) కోసం నాలుగేళ్లుగా ఎదురు చూస్తున్నారు. ప్రాథమిక వ్యవసాయ సహకార సంఘాల్లో దీర్ఘకాలిక రుణాలు పొందే రైతులు గడువులోగా తీసుకున్న రుణాలను చెల్లిస్తే.. ప్రోత్సాహకంగా ప్రభుత్వం ఆరు శాతం వడ్డీ రాయితీ ఇస్తామని ప్రకటించింది. ఈ మేరకు 2014-15, 2015-16 సంవత్సరాలకు సంబంధించి ఉత్తర్వులు జారీ చేసింది. కానీ వడ్డీ రాయితీ విడుదల చేయలేదు. తర్వాత రెండేళ్ల కనీసం ఉత్తర్వులు జారీ చేయకపోవడంతో రైతులు ఆందోళన చెందుతున్నారు. ఈ సమస్యను ప్రజాప్రతినిధులు ప్రభుత్వం దృష్టికి తీసుకెళ్లి వడ్డీ రాయితీని కల్పిస్తే రైతులకు మేలు జరిగే వీలుంది. జిల్లాలోని ప్రాథమిక సహకార సంఘాల పరిధిలో అనేక మంది రైతులు దీర్ఘకాలిక రుణాల కింద ట్రాక్టర్లు, ద్విచక్రవాహనాలు, బోర్లు విద్యుత్తు మోటార్లు, ఆయిల్ ఇంజిన్లు తదితర వాటిని తీసుకున్నారు. ఏటా రూ.20 కోట్ల మేరకు రుణాలు ఇస్తున్నాయి. ఆయా రైతులు వాయిదాల వారీగా రుణ మొత్తాన్ని చెల్లించాలి. వాయిదాలను నిరీత గడువులోగా చెల్లించిన రైతులకు ఆరు శాతం వడ్డీ రాయితీ ఇవ్వాలి. జిల్లా అధికారులు ప్రభుత్వానికి నివేదికలు పంపించారు. జిల్లా అధికారులు కూడా ప్రభుత్వానికి	[455, 196, 744, 550]
article-headline: ఎస్టీ జాబితాలో చేర్చాలని వినతి	[59, 462, 378, 493]
article-text: ఎస్సీ వర్గీకరణ ఉద్యమంలో తమ ప్రాణాలు త్యాగం చేసిన మాదిగ అమరవీరుల సంస్మరణ దినోత్సవం గురువారం స్థానిక ర.భ విశాంత్రి భవనం వద్ద ఘనంగా నిర్వహించారు. అమర వీరులు చిత్రపటానికి నివాళులు అర్పించారు. నగర కమిటీ ఆధ్వర్యంలో నిర్వహించిన కార్యక్రమంలో జిల్లా ఇన్‌ఛార్జి పిచ్చయ్య మాదిగ మాట్లాడుతూ మాదిగల అభివృద్ధి, ఎస్సీ వర్గీకరణను సాధన కోసం తమ ప్రాణాలను త్యాగం చేసిన అమర వీరులను జాతి ఏనాటికి మరవదన్నారు. న్యాయబద్ధమైన ఎస్సీ వర్గీకరణ కోసం ఉద్యమం చేస్తామన్నారు. ప్రస్తుత పార్లమెంటు సమావేశాల్లో ఎస్సీ వర్గీకరణకు చట్టబద్ధత కల్పించాలని డిమాండ్ చేశారు. కార్యక్రమంలో నాయకుడు తూరుగంటి అంజయ్య, తెజకాస నాయకుడు భద్రునాయక్, బీసీ సంఘం నాయకుడు వెంకటరమణ, శ్రీను, నగర ఎమ్మార్పీఎస్ నాయకులు రాము, బొడ్డు శ్రీను, మోహన్, అంబేద్కర్, జనార్దన్, వివేక్, రాజేశ్, బంటి తదితరులు పాల్గొన్నారు.	[5, 1096, 432, 1281]
temple-story	[455, 1515, 1056, 1685]
article-text: గ్రామీణ ప్రాంత విద్యార్థుల్లో ప్రతిభకు కొదవలేదని, వారిని వెన్నుతట్టి ప్రోత్సహిస్తే ఎందులోనూ తీసిపోరని ప్రముఖ విద్యావేత్త చుక్కా రామయ్య అన్నారు. మహబూబాబాద్ జిల్లా తొర్రూరులోని నితిన్ భవనంలో వందేమాతరం ఫౌండేషన్ ఆధ్వర్యంలో పదోతరగతి విద్యార్థులకు నిర్వహిస్తున్న శిక్షణ శిబిరం కొనసాగుతోంది. చుక్కారామయ్య శిబిరాన్ని సందర్శించి విద్యార్థులతో మాట్లాడారు. విద్యార్థి దశలో పదో తరగతి ఎంతో కీలకమన్నారు. ఉన్నత చదువులు చదివి జీవితంలో స్థిరపడాలన్నారు. ప్రస్తుత పోటీ ప్రపంచంలో విద్యార్థులు చదువుతో పాటు ఇతర అంశాలపై అవగాహన పెంచుకోవాలన్నారు. ఫౌండేషన్ వ్యవస్థాపకులు టి.రవీంద్ర మాట్లాడుతూ ప్రభుత్వ పాఠశాలల్లోని విద్యార్థుల్లో ప్రతిభకు కొదవలేదన్నారు. అనంతరం విద్యార్థులకు పెన్నులు అందజేశారు. కార్యక్రమంలో ఫౌండేషన్ సిబ్బంది దర్గయ్య, మధు పాల్గొన్నారు.	[455, 1824, 748, 2094]
student-body	[455, 1823, 747, 2095]
article-text: సూచించారు. గ్రేటర్‌తో మూడు ఏజెన్సీలు ఇప్పటికే ఒప్పందం చేసుకున్నాయి. వీరితో డిజైన్లు, ప్రతిపాదనలు రచించేలా ప్రణాళిక సిద్ధం చేసుకోవాలని బల్దియా ఇంజినీర్లను ఆదేశించారు. ఇక నుంచి మహానగరంలోని 58 డివిజన్లలో అభివృద్ధి పనుల ప్రతిపాదనలన్నీ ప్రైవేటు సంస్థల ప్రతినిధులు రూపొందించనున్నారు.	[765, 2234, 1056, 2334]
dateline: వరంగల్ జనంసాక్షి:	[455, 2234, 555, 2249]
